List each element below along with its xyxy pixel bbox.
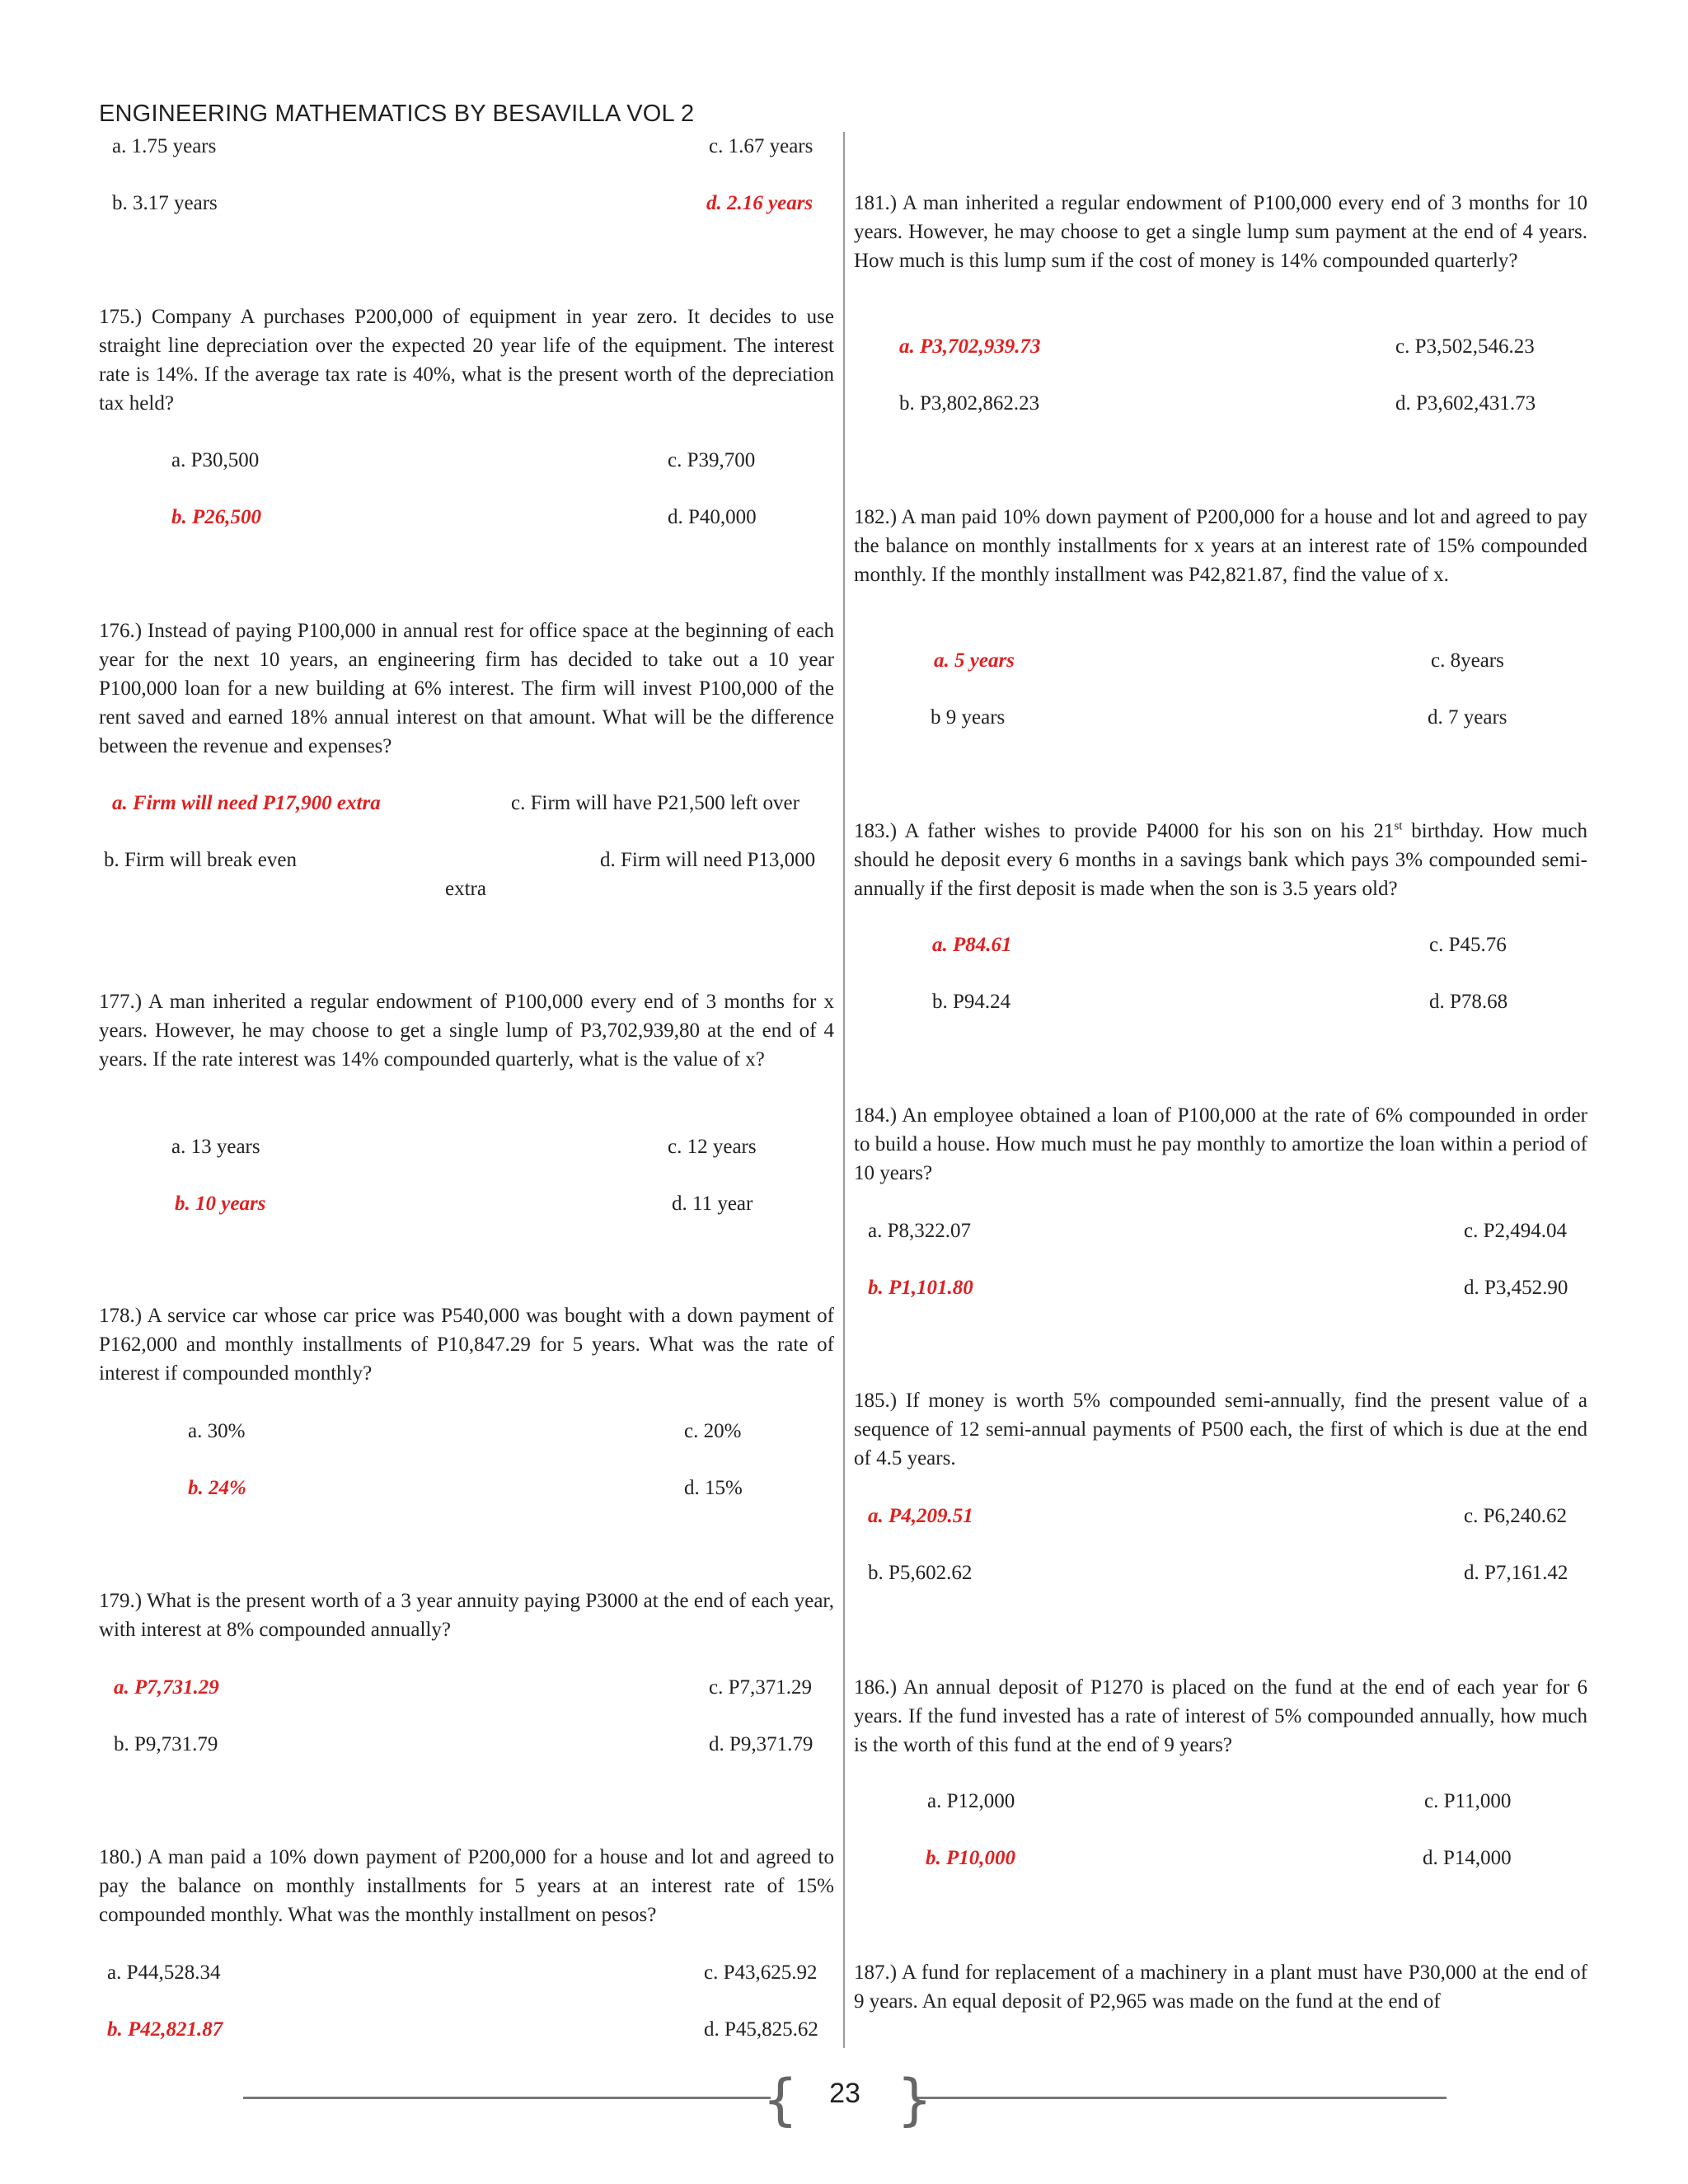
q185-option-c: c. P6,240.62 — [1464, 1505, 1567, 1527]
q180-option-a: a. P44,528.34 — [107, 1961, 221, 1984]
q177-option-c: c. 12 years — [668, 1136, 757, 1158]
q185-option-b: b. P5,602.62 — [868, 1562, 973, 1584]
q174-option-c: c. 1.67 years — [709, 135, 814, 157]
q182-option-d: d. 7 years — [1428, 706, 1507, 729]
q175-option-a: a. P30,500 — [171, 449, 260, 471]
q183-option-a-answer: a. P84.61 — [932, 934, 1012, 956]
q177-option-d: d. 11 year — [672, 1193, 753, 1215]
q178-option-c: c. 20% — [684, 1420, 742, 1442]
q183-option-d: d. P78.68 — [1429, 991, 1508, 1013]
q182-option-c: c. 8years — [1431, 649, 1504, 672]
q174-option-b: b. 3.17 years — [112, 192, 218, 214]
question-177: 177.) A man inherited a regular endowment of P100,000 every end of 3 months for x years. However, he may choose to get a single lump of P3,702,939,80 at the end of 4 years. If the rate interest was 14% compounded quarterly, what is the value of x? — [99, 991, 834, 1071]
q182-option-a-answer: a. 5 years — [934, 649, 1015, 672]
q179-option-c: c. P7,371.29 — [709, 1676, 812, 1699]
q184-option-c: c. P2,494.04 — [1464, 1220, 1567, 1242]
q179-option-b: b. P9,731.79 — [114, 1733, 218, 1755]
footer-bracket-left: { — [762, 2068, 799, 2133]
q177-option-a: a. 13 years — [171, 1136, 260, 1158]
q176-option-d: d. Firm will need P13,000 — [600, 849, 816, 871]
q178-option-b-answer: b. 24% — [188, 1477, 246, 1499]
page-number: 23 — [829, 2078, 860, 2109]
q174-option-d-answer: d. 2.16 years — [706, 192, 814, 214]
q183-text-end: birthday. How much should he deposit every 6 months in a savings bank which pays 3% compounded semi-annually if the first deposit is made when the son is 3.5 years old? — [854, 820, 1587, 900]
question-182: 182.) A man paid 10% down payment of P200,000 for a house and lot and agreed to pay the balance on monthly installments for x years at an interest rate of 15% compounded monthly. If the monthly installment was P42,821.87, find the value of x. — [854, 506, 1587, 586]
q184-option-b-answer: b. P1,101.80 — [868, 1277, 973, 1299]
q183-option-c: c. P45.76 — [1429, 934, 1507, 956]
question-186: 186.) An annual deposit of P1270 is placed on the fund at the end of each year for 6 years. If the fund invested has a rate of interest of 5% compounded annually, how much is the worth of this fund at the end of 9 years? — [854, 1676, 1587, 1756]
q179-option-d: d. P9,371.79 — [709, 1733, 814, 1755]
q179-option-a-answer: a. P7,731.29 — [114, 1676, 219, 1699]
question-178: 178.) A service car whose car price was P540,000 was bought with a down payment of P162,000 and monthly installments of P10,847.29 for 5 years. What was the rate of interest if compounded monthly? — [99, 1305, 834, 1385]
q180-option-c: c. P43,625.92 — [704, 1961, 818, 1984]
q181-option-a-answer: a. P3,702,939.73 — [899, 335, 1041, 358]
q176-option-d-continued: extra — [445, 878, 486, 900]
footer-line-right — [917, 2097, 1447, 2099]
q183-text-start: 183.) A father wishes to provide P4000 for his son on his 21 — [854, 820, 1395, 842]
question-181: 181.) A man inherited a regular endowment of P100,000 every end of 3 months for 10 years. However, he may choose to get a single lump sum payment at the end of 4 years. How much is this lump sum if the cost of money is 14% compounded quarterly? — [854, 192, 1587, 272]
question-180: 180.) A man paid a 10% down payment of P200,000 for a house and lot and agreed to pay the balance on monthly installments for 5 years at an interest rate of 15% compounded monthly. What was the monthly installment on pesos? — [99, 1846, 834, 1926]
q176-option-a-answer: a. Firm will need P17,900 extra — [112, 792, 381, 814]
q184-option-d: d. P3,452.90 — [1464, 1277, 1568, 1299]
q176-option-b: b. Firm will break even — [104, 849, 297, 871]
q183-option-b: b. P94.24 — [932, 991, 1011, 1013]
question-175: 175.) Company A purchases P200,000 of equipment in year zero. It decides to use straight line depreciation over the expected 20 year life of the equipment. The interest rate is 14%. If the average tax rate is 40%, what is the present worth of the depreciation tax held? — [99, 306, 834, 415]
question-184: 184.) An employee obtained a loan of P100,000 at the rate of 6% compounded in order to build a house. How much must he pay monthly to amortize the loan within a period of 10 years? — [854, 1104, 1587, 1184]
question-176: 176.) Instead of paying P100,000 in annual rest for office space at the beginning of each year for the next 10 years, an engineering firm has decided to take out a 10 year P100,000 loan for a new building at 6% interest. The firm will invest P100,000 of the rent saved and earned 18% annual interest on that amount. What will be the difference between the revenue and expenses? — [99, 620, 834, 757]
q183-superscript: st — [1394, 819, 1403, 833]
footer-line-left — [243, 2097, 771, 2099]
question-185: 185.) If money is worth 5% compounded semi-annually, find the present value of a sequence of 12 semi-annual payments of P500 each, the first of which is due at the end of 4.5 years. — [854, 1390, 1587, 1469]
q181-option-c: c. P3,502,546.23 — [1395, 335, 1535, 358]
q184-option-a: a. P8,322.07 — [868, 1220, 971, 1242]
q185-option-d: d. P7,161.42 — [1464, 1562, 1568, 1584]
q186-option-b-answer: b. P10,000 — [926, 1847, 1016, 1869]
q186-option-c: c. P11,000 — [1424, 1790, 1512, 1812]
q182-option-b: b 9 years — [931, 706, 1006, 729]
column-divider — [843, 132, 845, 2048]
q175-option-d: d. P40,000 — [668, 506, 757, 528]
q176-option-c: c. Firm will have P21,500 left over — [511, 792, 799, 814]
q181-option-b: b. P3,802,862.23 — [899, 392, 1040, 415]
q180-option-b-answer: b. P42,821.87 — [107, 2018, 223, 2041]
footer-bracket-right: } — [897, 2068, 933, 2133]
question-183 — [854, 817, 1587, 903]
question-179: 179.) What is the present worth of a 3 year annuity paying P3000 at the end of each year, with interest at 8% compounded annually? — [99, 1590, 834, 1641]
q181-option-d: d. P3,602,431.73 — [1395, 392, 1536, 415]
q175-option-b-answer: b. P26,500 — [171, 506, 262, 528]
q175-option-c: c. P39,700 — [668, 449, 756, 471]
q178-option-d: d. 15% — [684, 1477, 743, 1499]
q186-option-d: d. P14,000 — [1423, 1847, 1512, 1869]
q174-option-a: a. 1.75 years — [112, 135, 217, 157]
q185-option-a-answer: a. P4,209.51 — [868, 1505, 973, 1527]
document-header: ENGINEERING MATHEMATICS BY BESAVILLA VOL 2 — [99, 101, 695, 127]
q178-option-a: a. 30% — [188, 1420, 246, 1442]
q186-option-a: a. P12,000 — [927, 1790, 1015, 1812]
q177-option-b-answer: b. 10 years — [175, 1193, 266, 1215]
question-187: 187.) A fund for replacement of a machinery in a plant must have P30,000 at the end of 9 years. An equal deposit of P2,965 was made on the fund at the end of — [854, 1961, 1587, 2013]
q180-option-d: d. P45,825.62 — [704, 2018, 818, 2041]
